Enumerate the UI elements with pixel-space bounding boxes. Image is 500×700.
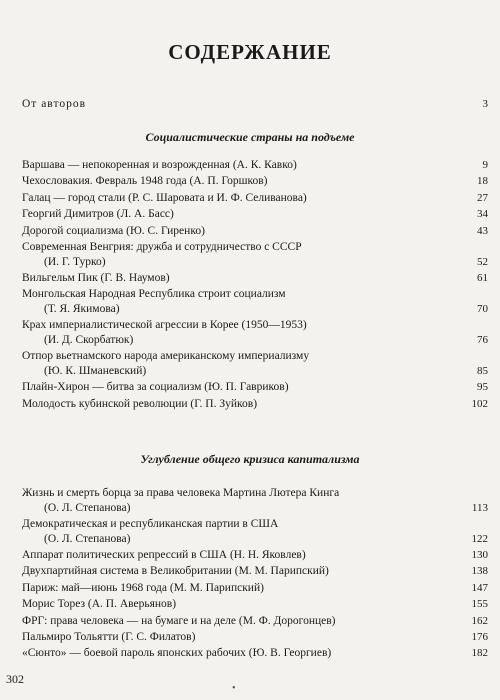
toc-entry[interactable] — [22, 630, 488, 645]
section-heading-2: Углубление общего кризиса капитализма — [140, 452, 360, 466]
toc-entry-text: Вильгельм Пик (Г. В. Наумов) — [22, 272, 170, 284]
toc-entry-page: 43 — [477, 224, 488, 237]
toc-entry-text: Плайн-Хирон — битва за социализм (Ю. П. Гавриков) — [22, 381, 289, 394]
toc-entry-page: 155 — [471, 598, 488, 611]
toc-entry-page: 147 — [471, 581, 488, 594]
toc-entry-page: 162 — [471, 614, 488, 627]
toc-entry[interactable] — [22, 240, 488, 270]
toc-entry-page: 70 — [477, 303, 488, 316]
toc-entry-page: 18 — [477, 175, 488, 188]
toc-entry-page: 76 — [477, 334, 488, 347]
toc-entry-author: (Ю. К. Шманевский) — [44, 365, 147, 378]
toc-entry-author: (И. Г. Турко) — [44, 256, 106, 268]
toc-entry-text: Молодость кубинской революции (Г. П. Зуйков) — [22, 397, 258, 410]
toc-entry-intro[interactable] — [22, 97, 488, 112]
toc-entry[interactable] — [22, 174, 488, 189]
toc-entry[interactable] — [22, 614, 488, 629]
toc-entry[interactable] — [22, 597, 488, 612]
toc-entry-author: (Т. Я. Якимова) — [44, 303, 120, 316]
toc-entry-text: ФРГ: права человека — на бумаге и на деле (М. Ф. Дорогонцев) — [22, 614, 336, 627]
toc-entry-page: 113 — [471, 502, 488, 514]
page-number: 302 — [6, 672, 24, 686]
toc-entry-text: Современная Венгрия: дружба и сотрудничество с СССР — [22, 241, 302, 253]
toc-entry-text: «Сюнто» — боевой пароль японских рабочих (Ю. В. Георгиев) — [22, 647, 332, 660]
toc-entry-text: Чехословакия. Февраль 1948 года (А. П. Горшков) — [22, 175, 268, 188]
toc-entry-page: 3 — [482, 98, 488, 110]
toc-entry-text: Галац — город стали (Р. С. Шаровата и И. Ф. Селиванова) — [22, 191, 307, 204]
toc-entry-text: Морис Торез (А. П. Аверьянов) — [22, 598, 177, 611]
toc-entry[interactable] — [22, 581, 488, 596]
toc-entry-page: 27 — [477, 191, 488, 204]
toc-entry-text: Отпор вьетнамского народа американскому империализму — [22, 350, 310, 363]
toc-entry[interactable] — [22, 207, 488, 222]
toc-entry-page: 9 — [482, 159, 488, 171]
toc-entry[interactable] — [22, 158, 488, 173]
toc-entry-text: Георгий Димитров (Л. А. Басс) — [22, 208, 174, 221]
toc-entry[interactable] — [22, 548, 488, 563]
toc-entry-text: Дорогой социализма (Ю. С. Гиренко) — [22, 224, 205, 237]
toc-entry[interactable] — [22, 287, 488, 317]
toc-entry-text: Крах империалистической агрессии в Корее (1950—1953) — [22, 319, 307, 332]
toc-entry-page: 122 — [471, 533, 488, 545]
toc-entry-text: Монгольская Народная Республика строит социализм — [22, 288, 286, 301]
toc-entry-text: Жизнь и смерть борца за права человека Мартина Лютера Кинга — [22, 487, 340, 499]
toc-entry-author: (И. Д. Скорбатюк) — [44, 334, 134, 347]
toc-entry-text: От авторов — [22, 98, 87, 110]
toc-entry[interactable] — [22, 397, 488, 412]
toc-entry-page: 176 — [471, 631, 488, 643]
toc-entry[interactable] — [22, 517, 488, 547]
section-heading-1: Социалистические страны на подъеме — [145, 130, 355, 144]
toc-entry-page: 52 — [477, 256, 488, 268]
toc-entry-page: 95 — [477, 381, 488, 394]
toc-entry[interactable] — [22, 646, 488, 661]
toc-entry[interactable] — [22, 486, 488, 516]
toc-entry[interactable] — [22, 380, 488, 395]
bottom-mark: • — [232, 683, 236, 694]
toc-entry[interactable] — [22, 349, 488, 379]
toc-entry-text: Аппарат политических репрессий в США (Н. Н. Яковлев) — [22, 549, 306, 561]
toc-entry-text: Демократическая и республиканская партии в США — [22, 518, 279, 530]
toc-entry[interactable] — [22, 318, 488, 348]
toc-entry-author: (О. Л. Степанова) — [44, 533, 131, 545]
toc-entry-page: 34 — [477, 208, 488, 221]
toc-entry-page: 182 — [471, 647, 488, 660]
toc-entry-page: 85 — [477, 365, 488, 378]
toc-entry-text: Париж: май—июнь 1968 года (М. М. Парипский) — [22, 581, 264, 594]
toc-entry-text: Варшава — непокоренная и возрожденная (А. К. Кавко) — [22, 159, 297, 171]
toc-entry[interactable] — [22, 564, 488, 579]
toc-entry-page: 61 — [477, 272, 488, 284]
toc-entry[interactable] — [22, 191, 488, 206]
toc-entry-page: 130 — [471, 549, 488, 561]
toc-entry-author: (О. Л. Степанова) — [44, 502, 131, 514]
toc-entry-page: 102 — [471, 397, 488, 410]
toc-entry-page: 138 — [471, 565, 488, 578]
toc-entry-text: Пальмиро Тольятти (Г. С. Филатов) — [22, 631, 196, 643]
toc-entry[interactable] — [22, 224, 488, 239]
page-title: СОДЕРЖАНИЕ — [168, 40, 332, 64]
toc-entry[interactable] — [22, 271, 488, 286]
toc-entry-text: Двухпартийная система в Великобритании (М. М. Парипский) — [22, 565, 329, 578]
